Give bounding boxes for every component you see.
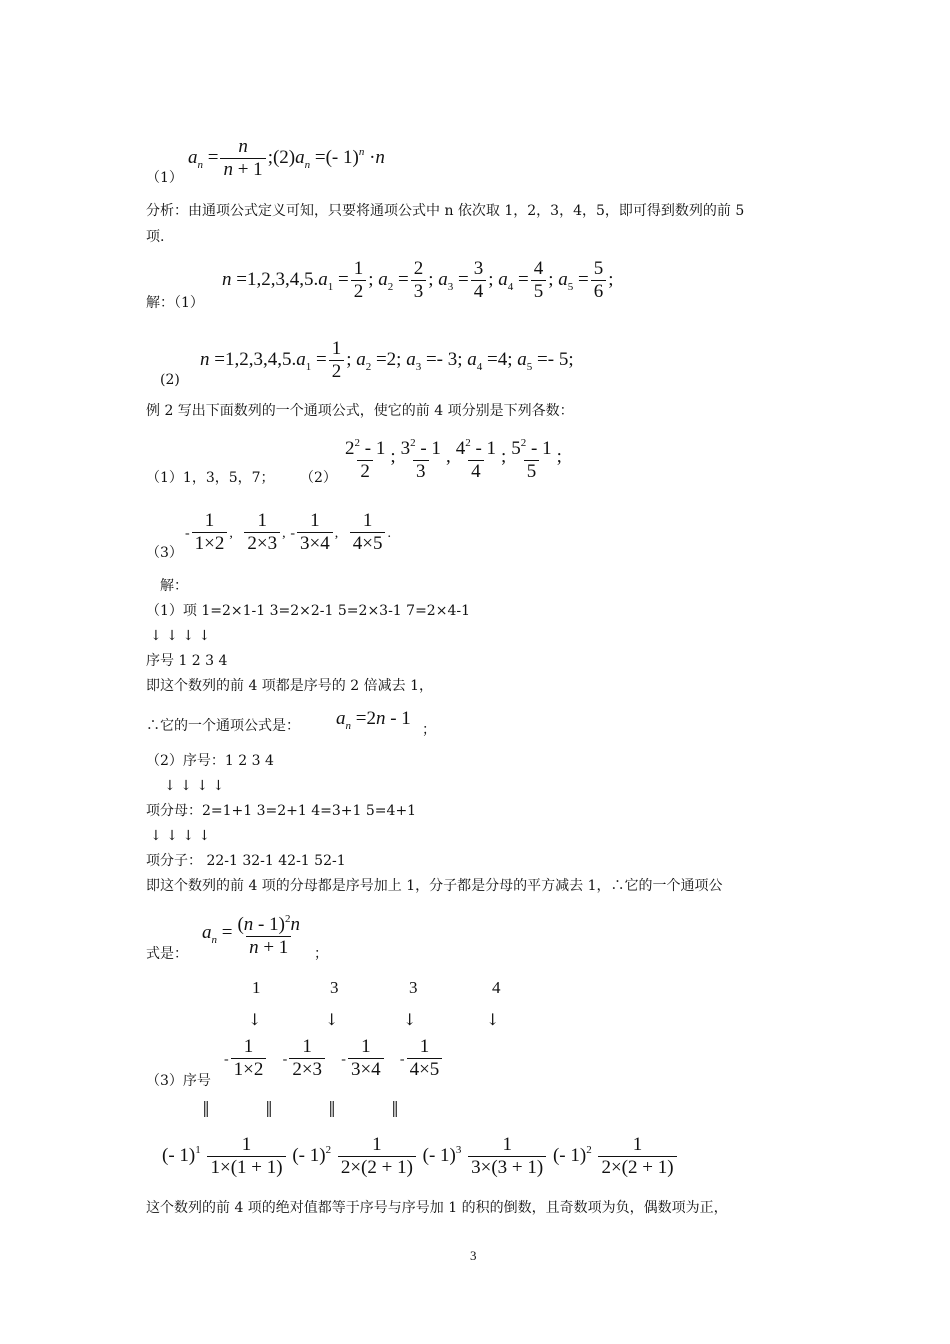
example-2-heading: 例 2 写出下面数列的一个通项公式，使它的前 4 项分别是下列各数： [146,403,574,419]
step-2-formula-end: ； [314,946,328,962]
step-1-conclusion: 即这个数列的前 4 项都是序号的 2 倍减去 1， [146,678,433,694]
closing-text: 这个数列的前 4 项的绝对值都等于序号与序号加 1 的积的倒数，且奇数项为负，偶数项为正， [146,1200,728,1216]
example-2-sequence: $\frac{2^2 - 1}{2}$ ; $\frac{3^2 - 1}{3}$ , $\frac{4^2 - 1}{4}$ ; $\frac{5^2 - 1}{5}$ ; [345,437,562,482]
step-1-formula-end: ； [422,722,436,738]
step-2-formula-label: 式是： [146,946,188,962]
analysis-text: 分析：由通项公式定义可知，只要将通项公式中 n 依次取 1，2，3，4，5，即可得到数列的前 5 [146,203,745,219]
step-1-index: 序号 1 2 3 4 [146,653,228,669]
step-1-formula-label: ∴它的一个通项公式是： [146,718,300,734]
seq3-equal-4: ‖ [391,1098,399,1117]
step-2-denominators: 项分母：2=1+1 3=2+1 4=3+1 5=4+1 [146,803,417,819]
seq3-equal-2: ‖ [265,1098,273,1117]
solution-1-formula: $n =1,2,3,4,5.a_1$ = $\frac{1}{2}$ ; $a_2$ = $\frac{2}{3}$ ; $a_3$ = $\frac{3}{4}$ ; $a_4$ = $\frac{4}{5}$ ; $a_5$ = $\frac{5}{6}$ ; [222,258,614,302]
example-2-label: （2） [300,470,337,486]
example-3-sequence: - $\frac{1}{1\times 2}$ , $\frac{1}{2\times 3}$ , - $\frac{1}{3\times 4}$ , $\frac{1}{4\times 5}$ . [185,510,391,554]
seq3-terms: - $\frac{1}{1\times 2}$ - $\frac{1}{2\times 3}$ - $\frac{1}{3\times 4}$ - $\frac{1}{4\times 5}$ [224,1036,444,1081]
example-1-sequence: （1）1，3，5，7； [146,470,275,486]
seq3-top-3: 3 [409,978,418,997]
seq3-equal-3: ‖ [328,1098,336,1117]
page-number: 3 [470,1248,477,1263]
seq3-arrow-2: ↓ [325,1010,339,1029]
seq3-arrow-3: ↓ [403,1010,417,1029]
step-2-formula: $a_n$ = $\frac{(n - 1)^2n}{n + 1}$ [202,913,300,958]
formula-1: $a_n$ = $\frac{n}{n + 1}$ $;(2)a_n$ =(- 1)$^n$ ·n [188,136,385,180]
solution-2-label: (2) [160,372,180,388]
step-2-arrows-b: ↓ ↓ ↓ ↓ [150,828,211,844]
step-2-index: （2）序号：1 2 3 4 [146,753,274,769]
solution-label: 解：（1） [146,295,204,311]
solution-2-formula: $n =1,2,3,4,5.a_1$ = $\frac{1}{2}$ ; $a_2 =2$; $a_3 =- 3$; $a_4 =4$; $a_5 =- 5$; [200,338,574,382]
example-3-label: （3） [146,545,183,561]
step-2-numerators: 项分子： 22-1 32-1 42-1 52-1 [146,853,346,869]
step-1-formula: $a_n =2n - 1$ [336,708,411,732]
seq3-arrow-4: ↓ [486,1010,500,1029]
seq3-general-terms: (- 1)$^1$ $\frac{1}{1\times(1 + 1)}$ (- 1)$^2$ $\frac{1}{2\times(2 + 1)}$ (- 1)$^3$ $\frac{1}{3\times(3 + 1)}$ (- 1)$^2$ $\frac{1}{2\times(2 + 1)}$ [162,1134,679,1179]
seq3-equal-1: ‖ [202,1098,210,1117]
label-1: （1） [146,170,183,186]
step-3-label: （3）序号 [146,1073,211,1089]
step-1-arrows: ↓ ↓ ↓ ↓ [150,628,211,644]
seq3-top-4: 4 [492,978,501,997]
seq3-top-2: 3 [330,978,339,997]
step-2-conclusion: 即这个数列的前 4 项的分母都是序号加上 1，分子都是分母的平方减去 1，∴它的一个通项公 [146,878,723,894]
seq3-top-1: 1 [252,978,261,997]
step-1-terms: （1）项 1=2×1-1 3=2×2-1 5=2×3-1 7=2×4-1 [146,603,470,619]
step-2-arrows: ↓ ↓ ↓ ↓ [164,778,225,794]
solution-heading: 解： [160,578,188,594]
seq3-arrow-1: ↓ [248,1010,262,1029]
analysis-text-cont: 项. [146,229,165,245]
